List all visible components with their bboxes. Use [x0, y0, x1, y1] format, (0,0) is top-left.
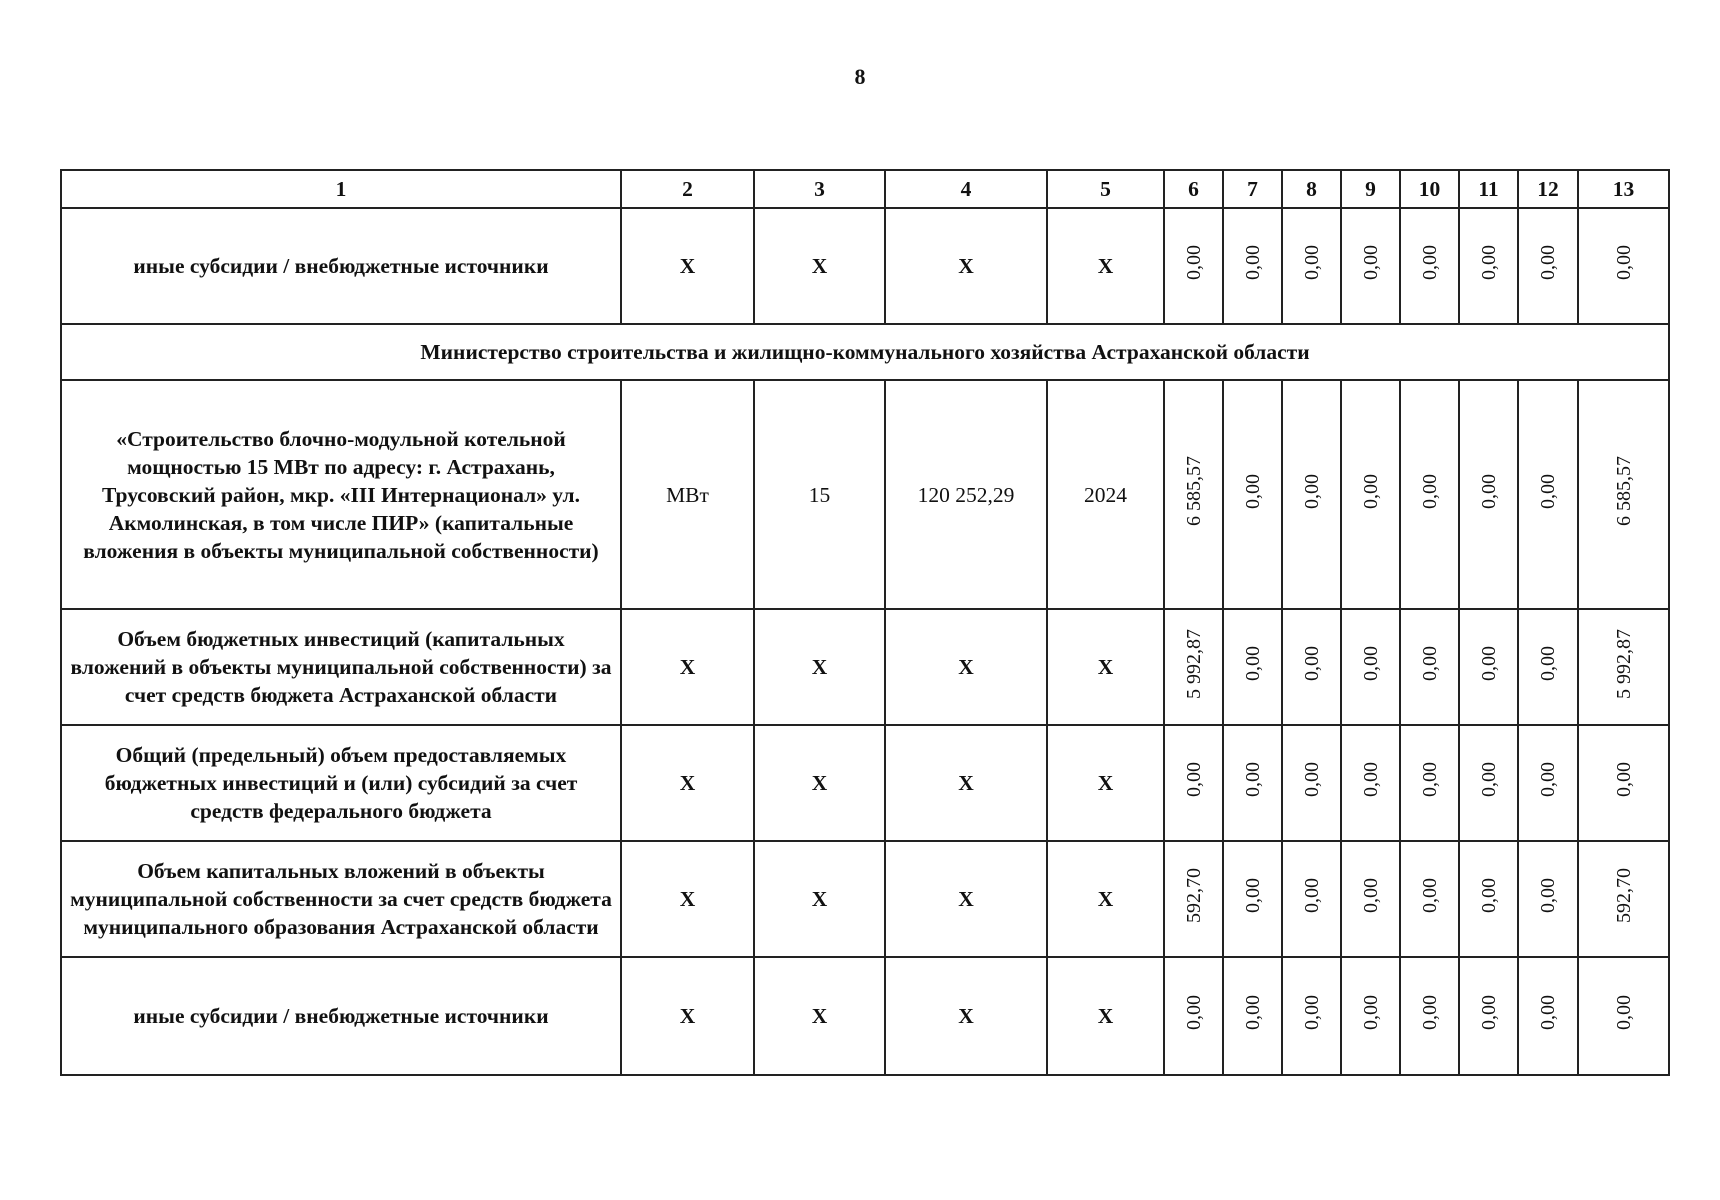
cost-cell: Х [885, 841, 1047, 957]
finance-cell-col-8 [1282, 725, 1341, 841]
finance-cell-col-11 [1459, 725, 1518, 841]
row-description: «Строительство блочно-модульной котельной мощностью 15 МВт по адресу: г. Астрахань, Трусовский район, мкр. «III Интернационал» ул. Акмолинская, в том числе ПИР» (капитальные вложения в объекты муниципальной собственности) [61, 380, 621, 609]
finance-cell-col-13-value: 6 585,57 [1612, 456, 1635, 526]
cost-cell: Х [885, 208, 1047, 324]
finance-cell-col-7 [1223, 841, 1282, 957]
finance-cell-col-9-value: 0,00 [1359, 245, 1382, 280]
row-description: Объем бюджетных инвестиций (капитальных вложений в объекты муниципальной собственности) за счет средств бюджета Астраханской области [61, 609, 621, 725]
column-number-1: 1 [61, 170, 621, 208]
finance-cell-col-6 [1164, 841, 1223, 957]
finance-cell-col-10-value: 0,00 [1418, 646, 1441, 681]
finance-cell-col-12 [1518, 208, 1578, 324]
finance-cell-col-13 [1578, 609, 1669, 725]
unit-cell: МВт [621, 380, 754, 609]
finance-cell-col-7-value: 0,00 [1241, 762, 1264, 797]
finance-cell-col-11 [1459, 380, 1518, 609]
finance-cell-col-9 [1341, 208, 1400, 324]
finance-cell-col-13 [1578, 957, 1669, 1075]
column-number-6: 6 [1164, 170, 1223, 208]
column-number-2: 2 [621, 170, 754, 208]
section-title: Министерство строительства и жилищно-коммунального хозяйства Астраханской области [61, 324, 1669, 380]
finance-cell-col-7 [1223, 609, 1282, 725]
finance-cell-col-6-value: 6 585,57 [1182, 456, 1205, 526]
year-cell: Х [1047, 841, 1164, 957]
finance-cell-col-12-value: 0,00 [1537, 878, 1559, 913]
finance-cell-col-12 [1518, 841, 1578, 957]
finance-cell-col-13 [1578, 380, 1669, 609]
finance-cell-col-12 [1518, 725, 1578, 841]
finance-cell-col-11-value: 0,00 [1477, 473, 1500, 509]
table-row [61, 380, 1669, 609]
finance-cell-col-11-value: 0,00 [1477, 646, 1500, 681]
column-number-row [61, 170, 1669, 208]
finance-cell-col-10-value: 0,00 [1418, 878, 1441, 913]
finance-cell-col-10 [1400, 380, 1459, 609]
finance-cell-col-6-value: 0,00 [1182, 762, 1205, 797]
year-cell: Х [1047, 609, 1164, 725]
finance-cell-col-11 [1459, 609, 1518, 725]
finance-cell-col-11 [1459, 841, 1518, 957]
finance-cell-col-10 [1400, 957, 1459, 1075]
unit-cell: Х [621, 725, 754, 841]
table-row [61, 609, 1669, 725]
finance-cell-col-11 [1459, 208, 1518, 324]
finance-cell-col-8 [1282, 957, 1341, 1075]
finance-cell-col-11 [1459, 957, 1518, 1075]
finance-cell-col-10-value: 0,00 [1418, 245, 1441, 280]
cost-cell: Х [885, 725, 1047, 841]
finance-cell-col-10 [1400, 208, 1459, 324]
finance-cell-col-7-value: 0,00 [1241, 245, 1264, 280]
finance-cell-col-8-value: 0,00 [1300, 245, 1323, 280]
finance-cell-col-13-value: 0,00 [1612, 245, 1635, 280]
year-cell: Х [1047, 208, 1164, 324]
capacity-cell: Х [754, 957, 885, 1075]
finance-cell-col-6-value: 0,00 [1182, 245, 1205, 280]
year-cell: 2024 [1047, 380, 1164, 609]
finance-cell-col-8 [1282, 380, 1341, 609]
capacity-cell: Х [754, 609, 885, 725]
finance-cell-col-12-value: 0,00 [1537, 245, 1559, 280]
finance-cell-col-9-value: 0,00 [1359, 878, 1382, 913]
row-description: Объем капитальных вложений в объекты муниципальной собственности за счет средств бюджета муниципального образования Астраханской области [61, 841, 621, 957]
finance-cell-col-10 [1400, 841, 1459, 957]
finance-cell-col-6-value: 5 992,87 [1182, 628, 1205, 699]
finance-cell-col-13-value: 0,00 [1612, 995, 1635, 1030]
finance-cell-col-12-value: 0,00 [1537, 995, 1559, 1030]
finance-cell-col-7-value: 0,00 [1241, 473, 1264, 509]
finance-cell-col-8-value: 0,00 [1300, 646, 1323, 681]
column-number-9: 9 [1341, 170, 1400, 208]
finance-cell-col-9-value: 0,00 [1359, 995, 1382, 1030]
cost-cell: Х [885, 957, 1047, 1075]
finance-cell-col-7-value: 0,00 [1241, 995, 1264, 1030]
finance-cell-col-8-value: 0,00 [1300, 995, 1323, 1030]
finance-cell-col-13 [1578, 208, 1669, 324]
finance-cell-col-9 [1341, 380, 1400, 609]
budget-table [60, 169, 1670, 1076]
cost-cell: 120 252,29 [885, 380, 1047, 609]
table-body [61, 170, 1669, 1075]
column-number-3: 3 [754, 170, 885, 208]
finance-cell-col-9 [1341, 609, 1400, 725]
finance-cell-col-13 [1578, 841, 1669, 957]
finance-cell-col-6 [1164, 208, 1223, 324]
column-number-7: 7 [1223, 170, 1282, 208]
finance-cell-col-10-value: 0,00 [1418, 473, 1441, 509]
finance-cell-col-7 [1223, 957, 1282, 1075]
finance-cell-col-6 [1164, 380, 1223, 609]
finance-cell-col-8 [1282, 208, 1341, 324]
table-row [61, 725, 1669, 841]
column-number-10: 10 [1400, 170, 1459, 208]
page-number: 8 [854, 64, 866, 89]
finance-cell-col-11-value: 0,00 [1477, 995, 1500, 1030]
finance-cell-col-9 [1341, 841, 1400, 957]
unit-cell: Х [621, 208, 754, 324]
finance-cell-col-9-value: 0,00 [1359, 762, 1382, 797]
finance-cell-col-11-value: 0,00 [1477, 762, 1500, 797]
finance-cell-col-7 [1223, 208, 1282, 324]
column-number-11: 11 [1459, 170, 1518, 208]
table-row [61, 957, 1669, 1075]
unit-cell: Х [621, 957, 754, 1075]
capacity-cell: Х [754, 841, 885, 957]
unit-cell: Х [621, 609, 754, 725]
finance-cell-col-8 [1282, 841, 1341, 957]
finance-cell-col-8 [1282, 609, 1341, 725]
capacity-cell: 15 [754, 380, 885, 609]
finance-cell-col-8-value: 0,00 [1300, 878, 1323, 913]
finance-cell-col-12-value: 0,00 [1537, 762, 1559, 797]
finance-cell-col-9 [1341, 957, 1400, 1075]
finance-cell-col-7-value: 0,00 [1241, 646, 1264, 681]
finance-cell-col-8-value: 0,00 [1300, 473, 1323, 509]
row-description: иные субсидии / внебюджетные источники [61, 957, 621, 1075]
finance-cell-col-12 [1518, 380, 1578, 609]
finance-cell-col-11-value: 0,00 [1477, 878, 1500, 913]
finance-cell-col-12-value: 0,00 [1537, 646, 1559, 681]
table-row [61, 208, 1669, 324]
finance-cell-col-6 [1164, 609, 1223, 725]
cost-cell: Х [885, 609, 1047, 725]
finance-cell-col-12-value: 0,00 [1537, 473, 1559, 509]
column-number-4: 4 [885, 170, 1047, 208]
finance-cell-col-13-value: 592,70 [1612, 868, 1635, 923]
column-number-5: 5 [1047, 170, 1164, 208]
finance-cell-col-10 [1400, 725, 1459, 841]
finance-cell-col-6-value: 0,00 [1182, 995, 1205, 1030]
finance-cell-col-10 [1400, 609, 1459, 725]
finance-cell-col-10-value: 0,00 [1418, 762, 1441, 797]
year-cell: Х [1047, 957, 1164, 1075]
finance-cell-col-13-value: 5 992,87 [1612, 628, 1635, 699]
capacity-cell: Х [754, 725, 885, 841]
finance-cell-col-13 [1578, 725, 1669, 841]
column-number-13: 13 [1578, 170, 1669, 208]
capacity-cell: Х [754, 208, 885, 324]
finance-cell-col-9-value: 0,00 [1359, 646, 1382, 681]
year-cell: Х [1047, 725, 1164, 841]
finance-cell-col-13-value: 0,00 [1612, 762, 1635, 797]
finance-cell-col-7 [1223, 380, 1282, 609]
finance-cell-col-12 [1518, 957, 1578, 1075]
finance-cell-col-11-value: 0,00 [1477, 245, 1500, 280]
finance-cell-col-8-value: 0,00 [1300, 762, 1323, 797]
section-row [61, 324, 1669, 380]
finance-cell-col-6 [1164, 957, 1223, 1075]
column-number-8: 8 [1282, 170, 1341, 208]
finance-cell-col-6 [1164, 725, 1223, 841]
finance-cell-col-10-value: 0,00 [1418, 995, 1441, 1030]
unit-cell: Х [621, 841, 754, 957]
finance-cell-col-6-value: 592,70 [1182, 868, 1205, 923]
finance-cell-col-9 [1341, 725, 1400, 841]
row-description: Общий (предельный) объем предоставляемых бюджетных инвестиций и (или) субсидий за счет средств федерального бюджета [61, 725, 621, 841]
row-description: иные субсидии / внебюджетные источники [61, 208, 621, 324]
table-row [61, 841, 1669, 957]
finance-cell-col-12 [1518, 609, 1578, 725]
column-number-12: 12 [1518, 170, 1578, 208]
finance-cell-col-7 [1223, 725, 1282, 841]
finance-cell-col-9-value: 0,00 [1359, 473, 1382, 509]
finance-cell-col-7-value: 0,00 [1241, 878, 1264, 913]
